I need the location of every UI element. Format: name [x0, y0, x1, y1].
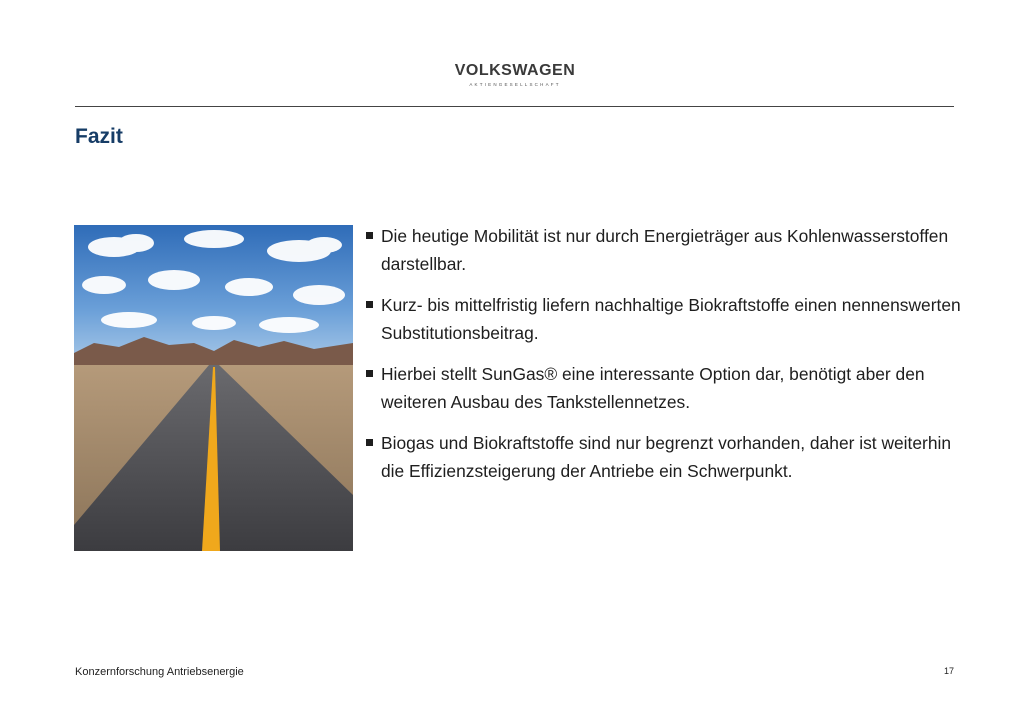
bullet-list: [366, 222, 966, 498]
bullet-square-icon: [366, 370, 373, 377]
slide-title: Fazit: [75, 125, 123, 148]
bullet-square-icon: [366, 232, 373, 239]
bullet-item: [366, 360, 966, 416]
header-divider: [75, 106, 954, 107]
bullet-item: [366, 222, 966, 278]
logo-brand: VOLKSWAGEN: [454, 62, 576, 79]
bullet-item: [366, 291, 966, 347]
bullet-item: [366, 429, 966, 485]
footer-department: Konzernforschung Antriebsenergie: [75, 666, 244, 678]
road-landscape-photo: [74, 225, 353, 551]
bullet-text: Kurz- bis mittelfristig liefern nachhaltige Biokraftstoffe einen nennenswerten Substitutionsbeitrag.: [381, 295, 961, 343]
bullet-text: Biogas und Biokraftstoffe sind nur begrenzt vorhanden, daher ist weiterhin die Effizienzsteigerung der Antriebe ein Schwerpunkt.: [381, 433, 952, 481]
bullet-text: Hierbei stellt SunGas® eine interessante Option dar, benötigt aber den weiteren Ausbau des Tankstellennetzes.: [381, 364, 925, 412]
bullet-square-icon: [366, 439, 373, 446]
volkswagen-logo: [452, 62, 578, 89]
page-number: 17: [943, 666, 954, 676]
bullet-square-icon: [366, 301, 373, 308]
bullet-text: Die heutige Mobilität ist nur durch Energieträger aus Kohlenwasserstoffen darstellbar.: [381, 226, 949, 274]
logo-subtitle: AKTIENGESELLSCHAFT: [469, 82, 561, 87]
